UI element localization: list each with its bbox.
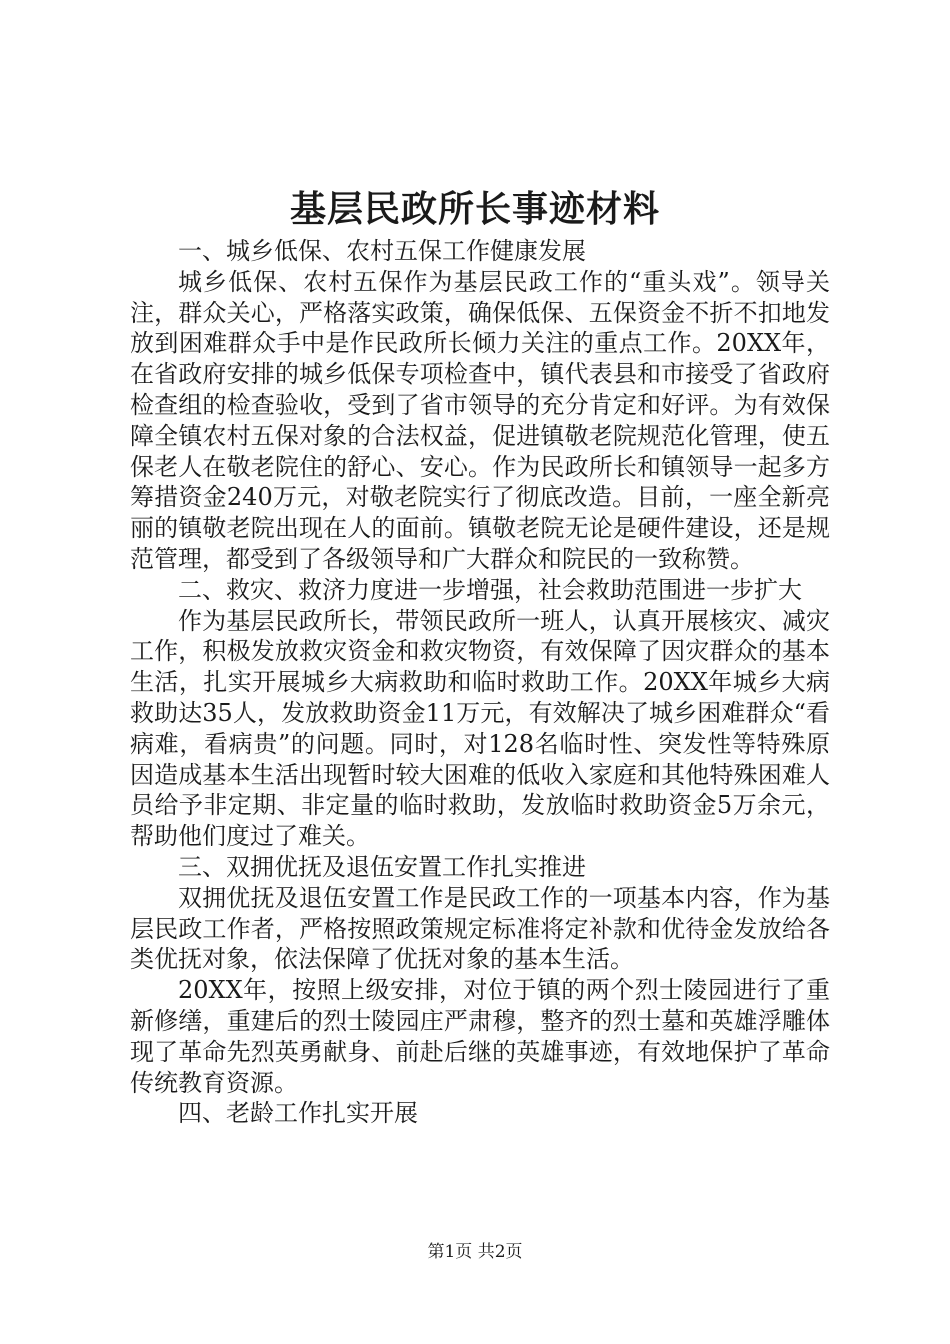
section-heading: 二、救灾、救济力度进一步增强，社会救助范围进一步扩大: [178, 575, 802, 604]
document-body: [130, 236, 830, 1129]
section-heading: 四、老龄工作扎实开展: [178, 1099, 418, 1128]
section-paragraph: 20XX年，按照上级安排，对位于镇的两个烈士陵园进行了重新修缮，重建后的烈士陵园庄严肃穆，整齐的烈士墓和英雄浮雕体现了革命先烈英勇献身、前赴后继的英雄事迹，有效地保护了革命传统教育资源。: [130, 976, 830, 1097]
section-heading: 一、城乡低保、农村五保工作健康发展: [178, 237, 586, 265]
document-title: 基层民政所长事迹材料: [289, 188, 660, 230]
section-paragraph: 作为基层民政所长，带领民政所一班人，认真开展核灾、减灾工作，积极发放救灾资金和救灾物资，有效保障了因灾群众的基本生活，扎实开展城乡大病救助和临时救助工作。20XX年城乡大病救助达35人，发放救助资金11万元，有效解决了城乡困难群众“看病难，看病贵”的问题。同时，对128名临时性、突发性等特殊原因造成基本生活出现暂时较大困难的低收入家庭和其他特殊困难人员给予非定期、非定量的临时救助，发放临时救助资金5万余元，帮助他们度过了难关。: [130, 606, 830, 851]
section-heading: 三、双拥优抚及退伍安置工作扎实推进: [178, 852, 586, 881]
section-paragraph: 双拥优抚及退伍安置工作是民政工作的一项基本内容，作为基层民政工作者，严格按照政策规定标准将定补款和优待金发放给各类优抚对象，依法保障了优抚对象的基本生活。: [130, 883, 830, 974]
section-paragraph: 城乡低保、农村五保作为基层民政工作的“重头戏”。领导关注，群众关心，严格落实政策，确保低保、五保资金不折不扣地发放到困难群众手中是作民政所长倾力关注的重点工作。20XX年，在省政府安排的城乡低保专项检查中，镇代表县和市接受了省政府检查组的检查验收，受到了省市领导的充分肯定和好评。为有效保障全镇农村五保对象的合法权益，促进镇敬老院规范化管理，使五保老人在敬老院住的舒心、安心。作为民政所长和镇领导一起多方筹措资金240万元，对敬老院实行了彻底改造。目前，一座全新亮丽的镇敬老院出现在人的面前。镇敬老院无论是硬件建设，还是规范管理，都受到了各级领导和广大群众和院民的一致称赞。: [130, 267, 830, 573]
page-footer: 第1页 共2页: [427, 1242, 523, 1262]
